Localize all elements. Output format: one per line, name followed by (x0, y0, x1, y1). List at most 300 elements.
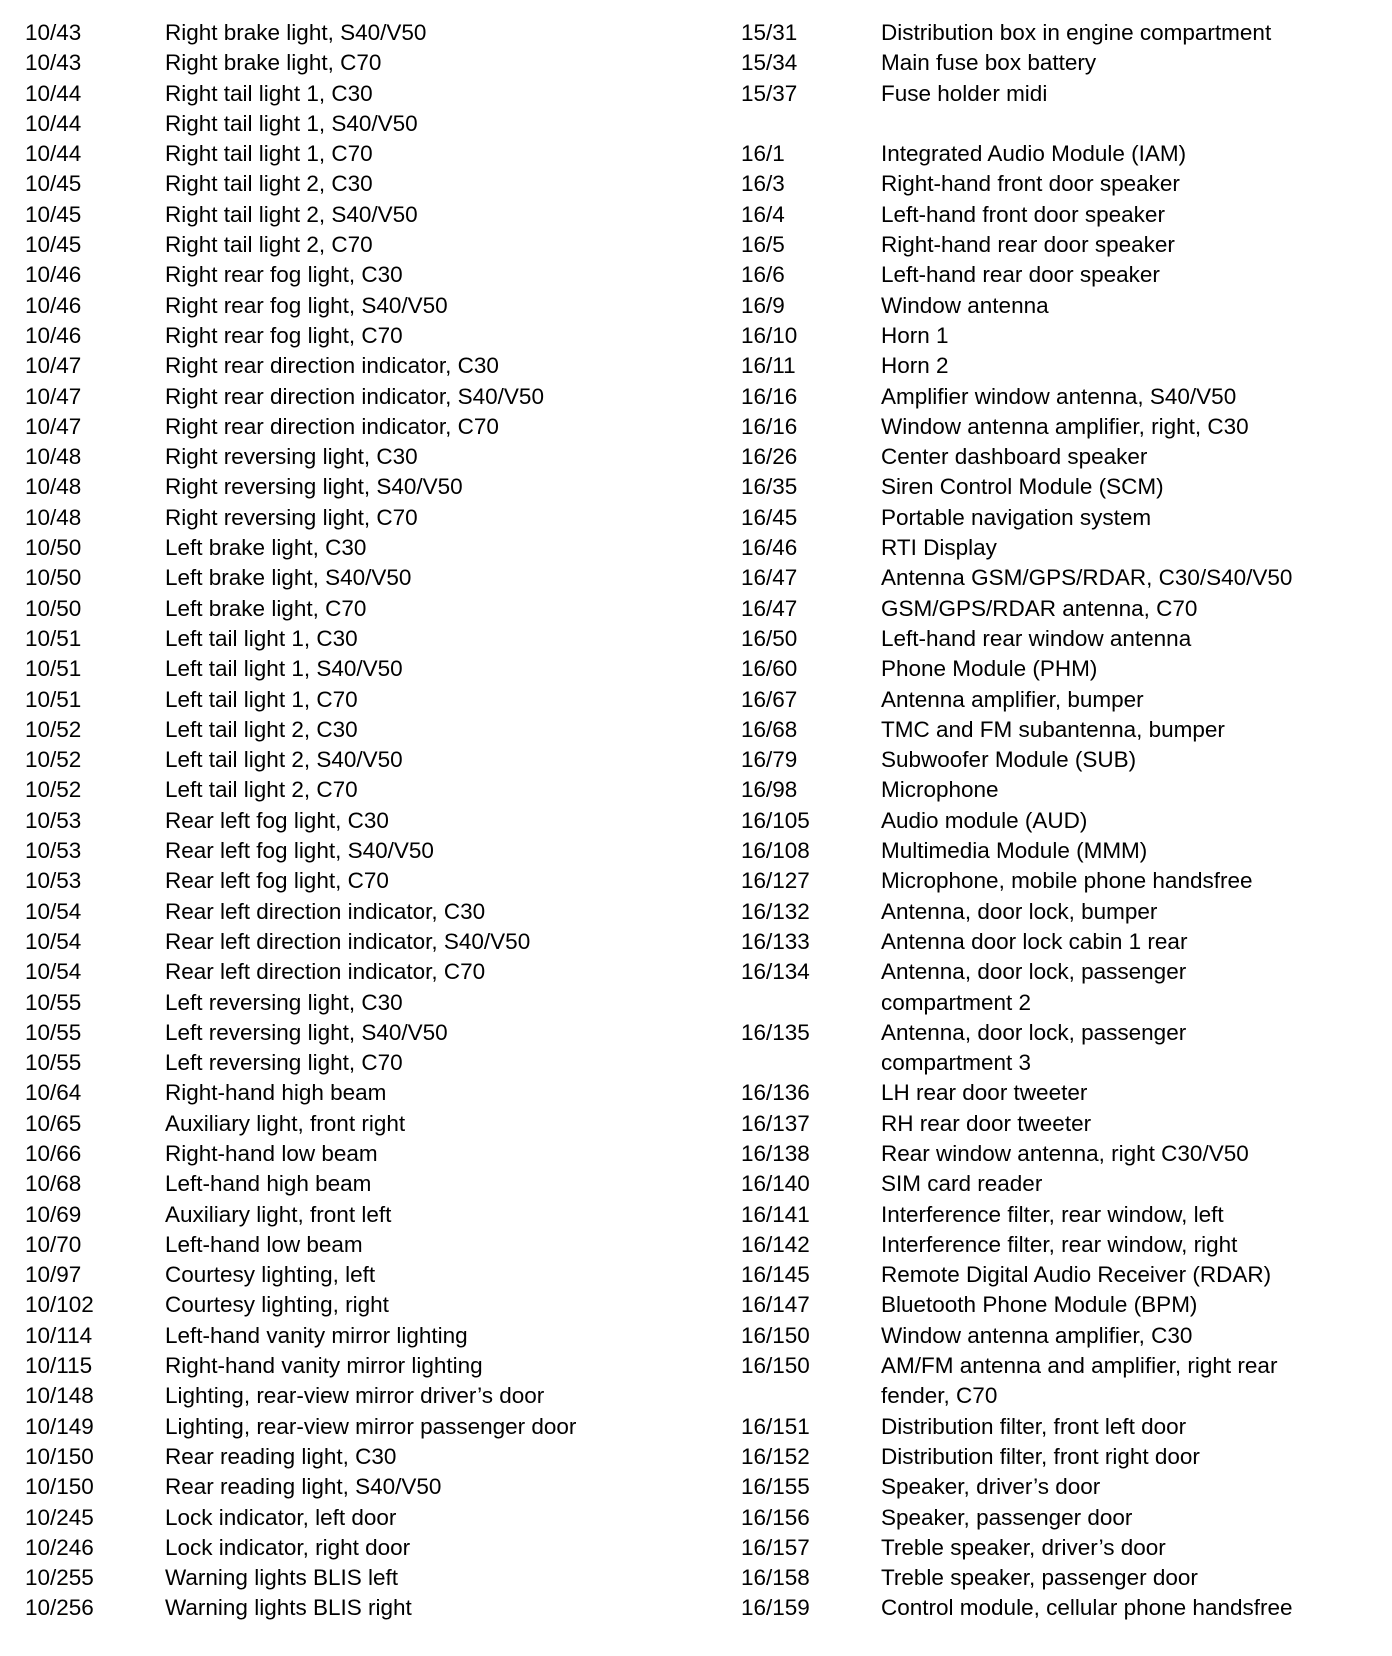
component-description: Right tail light 2, C70 (165, 232, 373, 258)
component-code: 10/46 (25, 262, 82, 288)
component-row (741, 1533, 1371, 1563)
component-description: Left-hand high beam (165, 1171, 372, 1197)
component-description: Horn 2 (881, 353, 949, 379)
component-description: Fuse holder midi (881, 80, 1048, 106)
component-row (25, 836, 705, 866)
component-description: LH rear door tweeter (881, 1080, 1088, 1106)
component-row (25, 48, 705, 78)
component-code: 10/246 (25, 1534, 94, 1560)
component-description: Right rear direction indicator, C30 (165, 353, 499, 379)
component-code: 10/44 (25, 110, 82, 136)
component-description: Integrated Audio Module (IAM) (881, 141, 1187, 167)
component-row (25, 897, 705, 927)
component-description: Main fuse box battery (881, 50, 1097, 76)
component-code: 16/16 (741, 413, 798, 439)
component-description: Right tail light 1, S40/V50 (165, 110, 418, 136)
component-description: Left-hand rear window antenna (881, 625, 1192, 651)
component-code (741, 109, 881, 139)
component-row (25, 382, 705, 412)
component-code: 15/37 (741, 80, 798, 106)
component-code: 16/11 (741, 353, 796, 379)
component-code: 16/147 (741, 1292, 810, 1318)
component-description: Lighting, rear-view mirror passenger door (165, 1413, 577, 1439)
component-description: Right reversing light, S40/V50 (165, 474, 463, 500)
component-code: 10/46 (25, 292, 82, 318)
component-row (25, 533, 705, 563)
component-description: Left-hand low beam (165, 1231, 363, 1257)
component-description: Warning lights BLIS right (165, 1595, 412, 1621)
component-row (741, 1109, 1371, 1139)
component-code: 16/3 (741, 171, 785, 197)
component-code: 10/53 (25, 868, 82, 894)
component-description: Rear left fog light, S40/V50 (165, 838, 434, 864)
component-description: Distribution box in engine compartment (881, 20, 1272, 45)
component-description: Right tail light 1, C70 (165, 141, 373, 167)
component-row (741, 1169, 1371, 1199)
component-code: 10/70 (25, 1231, 82, 1257)
component-row (741, 79, 1371, 109)
component-code: 10/47 (25, 413, 82, 439)
component-row (741, 866, 1371, 896)
component-description: Right rear fog light, C30 (165, 262, 403, 288)
component-row (741, 806, 1371, 836)
component-code: 16/155 (741, 1474, 810, 1500)
component-code: 10/148 (25, 1383, 94, 1409)
component-row (741, 1412, 1371, 1442)
component-code: 16/151 (741, 1413, 810, 1439)
component-code: 16/141 (741, 1201, 810, 1227)
component-row (741, 1442, 1371, 1472)
component-description: Auxiliary light, front left (165, 1201, 392, 1227)
component-description: SIM card reader (881, 1171, 1043, 1197)
component-row (25, 1563, 705, 1593)
component-row (741, 139, 1371, 169)
component-code: 10/68 (25, 1171, 82, 1197)
component-description: Right reversing light, C30 (165, 444, 418, 470)
component-description: Microphone (881, 777, 999, 803)
component-row (741, 1018, 1371, 1048)
component-code: 10/54 (25, 898, 82, 924)
component-description: Antenna, door lock, passenger (881, 1019, 1187, 1045)
component-code: 10/43 (25, 50, 82, 76)
component-description: Left tail light 2, C70 (165, 777, 358, 803)
component-row (741, 18, 1371, 48)
component-row (741, 715, 1371, 745)
component-code: 16/1 (741, 141, 785, 167)
component-row (741, 745, 1371, 775)
component-code: 10/45 (25, 232, 82, 258)
component-row (741, 291, 1371, 321)
component-description: Antenna GSM/GPS/RDAR, C30/S40/V50 (881, 565, 1293, 591)
component-row (25, 139, 705, 169)
component-row (25, 715, 705, 745)
component-description: fender, C70 (881, 1383, 998, 1409)
component-description: Portable navigation system (881, 504, 1152, 530)
component-description: Right-hand low beam (165, 1140, 378, 1166)
component-description: Bluetooth Phone Module (BPM) (881, 1292, 1198, 1318)
component-row (741, 927, 1371, 957)
component-row (25, 472, 705, 502)
component-description: Interference filter, rear window, left (881, 1201, 1224, 1227)
component-code: 10/65 (25, 1110, 82, 1136)
component-description: Left brake light, C30 (165, 535, 367, 561)
component-row (25, 1472, 705, 1502)
component-row (25, 18, 705, 48)
component-description: Right tail light 1, C30 (165, 80, 373, 106)
component-code: 10/50 (25, 595, 82, 621)
component-row (25, 1169, 705, 1199)
component-description: AM/FM antenna and amplifier, right rear (881, 1353, 1278, 1379)
component-description: Subwoofer Module (SUB) (881, 747, 1137, 773)
component-code: 10/114 (25, 1322, 93, 1348)
component-description: Left reversing light, C30 (165, 989, 403, 1015)
component-row (25, 594, 705, 624)
component-description: Amplifier window antenna, S40/V50 (881, 383, 1237, 409)
component-description: Left-hand front door speaker (881, 201, 1165, 227)
component-code: 10/48 (25, 504, 82, 530)
component-code: 10/69 (25, 1201, 82, 1227)
component-row (25, 1018, 705, 1048)
component-code: 10/44 (25, 141, 82, 167)
component-description: Antenna amplifier, bumper (881, 686, 1144, 712)
component-row (25, 1412, 705, 1442)
component-code: 16/98 (741, 777, 798, 803)
component-row (741, 1139, 1371, 1169)
component-row (741, 836, 1371, 866)
component-description: Audio module (AUD) (881, 807, 1088, 833)
component-code: 10/150 (25, 1474, 94, 1500)
component-code: 16/137 (741, 1110, 810, 1136)
component-description: Rear left fog light, C30 (165, 807, 389, 833)
component-code: 16/140 (741, 1171, 810, 1197)
component-row (25, 1290, 705, 1320)
component-row (25, 1442, 705, 1472)
component-description: Speaker, passenger door (881, 1504, 1133, 1530)
component-code: 10/64 (25, 1080, 82, 1106)
component-row (25, 321, 705, 351)
component-description: Right brake light, S40/V50 (165, 20, 427, 45)
component-row (741, 988, 1371, 1018)
component-description: Antenna door lock cabin 1 rear (881, 928, 1188, 954)
component-row (25, 1503, 705, 1533)
component-row (25, 1078, 705, 1108)
component-row (25, 1260, 705, 1290)
component-row (25, 1351, 705, 1381)
component-row (25, 503, 705, 533)
component-code: 10/48 (25, 444, 82, 470)
component-code: 16/26 (741, 444, 798, 470)
component-code: 10/44 (25, 80, 82, 106)
component-row (741, 654, 1371, 684)
component-description: Left tail light 2, S40/V50 (165, 747, 403, 773)
component-description: Right brake light, C70 (165, 50, 382, 76)
component-code: 16/127 (741, 868, 810, 894)
component-description: Microphone, mobile phone handsfree (881, 868, 1253, 894)
component-code: 10/66 (25, 1140, 82, 1166)
component-description: compartment 2 (881, 989, 1032, 1015)
component-row (741, 109, 1371, 139)
component-description (881, 109, 1371, 139)
component-description: Control module, cellular phone handsfree (881, 1595, 1293, 1621)
component-description: compartment 3 (881, 1050, 1032, 1076)
component-code: 10/245 (25, 1504, 94, 1530)
component-description: Window antenna (881, 292, 1049, 318)
component-description: Horn 1 (881, 322, 949, 348)
component-description: Left tail light 1, S40/V50 (165, 656, 403, 682)
component-description: Left tail light 2, C30 (165, 716, 358, 742)
component-code: 10/150 (25, 1443, 94, 1469)
component-code: 16/47 (741, 595, 798, 621)
component-description: Right rear direction indicator, C70 (165, 413, 499, 439)
component-row (25, 775, 705, 805)
component-description: Center dashboard speaker (881, 444, 1148, 470)
component-description: Rear reading light, C30 (165, 1443, 397, 1469)
component-code: 10/54 (25, 959, 82, 985)
component-code: 10/43 (25, 20, 82, 45)
component-row (25, 685, 705, 715)
component-row (741, 230, 1371, 260)
component-row (741, 1048, 1371, 1078)
component-description: Siren Control Module (SCM) (881, 474, 1164, 500)
component-row (741, 1260, 1371, 1290)
component-description: Interference filter, rear window, right (881, 1231, 1238, 1257)
component-list-right (741, 18, 1371, 1624)
component-description: Right rear direction indicator, S40/V50 (165, 383, 544, 409)
component-code: 10/51 (25, 686, 82, 712)
component-description: Right tail light 2, C30 (165, 171, 373, 197)
component-code: 10/256 (25, 1595, 94, 1621)
component-row (741, 321, 1371, 351)
component-code (741, 1381, 881, 1411)
component-row (741, 1351, 1371, 1381)
component-row (25, 563, 705, 593)
component-row (741, 412, 1371, 442)
component-row (25, 260, 705, 290)
component-row (25, 988, 705, 1018)
component-code: 10/47 (25, 383, 82, 409)
component-row (741, 1472, 1371, 1502)
component-row (741, 1563, 1371, 1593)
component-row (741, 957, 1371, 987)
component-code: 16/145 (741, 1262, 810, 1288)
component-description: Left reversing light, C70 (165, 1050, 403, 1076)
component-code: 16/105 (741, 807, 810, 833)
component-row (25, 79, 705, 109)
component-description: Lock indicator, left door (165, 1504, 397, 1530)
component-row (25, 291, 705, 321)
component-description: GSM/GPS/RDAR antenna, C70 (881, 595, 1198, 621)
component-code: 10/53 (25, 807, 82, 833)
component-code: 16/50 (741, 625, 798, 651)
component-code (741, 988, 881, 1018)
component-description: Remote Digital Audio Receiver (RDAR) (881, 1262, 1272, 1288)
component-description: Left-hand rear door speaker (881, 262, 1160, 288)
component-code: 16/47 (741, 565, 798, 591)
component-code: 10/51 (25, 656, 82, 682)
component-row (741, 563, 1371, 593)
component-code: 15/31 (741, 20, 798, 45)
component-row (741, 442, 1371, 472)
component-code: 16/68 (741, 716, 798, 742)
component-description: Antenna, door lock, passenger (881, 959, 1187, 985)
component-row (741, 897, 1371, 927)
component-code: 16/79 (741, 747, 798, 773)
component-code: 10/149 (25, 1413, 94, 1439)
component-code: 10/55 (25, 1019, 82, 1045)
component-row (25, 351, 705, 381)
component-code: 10/50 (25, 565, 82, 591)
component-code: 10/52 (25, 747, 82, 773)
component-row (25, 442, 705, 472)
component-row (25, 806, 705, 836)
component-code: 10/52 (25, 777, 82, 803)
component-code: 16/46 (741, 535, 798, 561)
component-row (741, 503, 1371, 533)
component-row (741, 1321, 1371, 1351)
component-code: 16/152 (741, 1443, 810, 1469)
component-description: Window antenna amplifier, right, C30 (881, 413, 1249, 439)
component-description: Left brake light, S40/V50 (165, 565, 412, 591)
component-row (25, 624, 705, 654)
component-code: 16/67 (741, 686, 798, 712)
component-row (25, 200, 705, 230)
component-description: Right tail light 2, S40/V50 (165, 201, 418, 227)
component-row (25, 1593, 705, 1623)
component-description: Right reversing light, C70 (165, 504, 418, 530)
component-code: 10/255 (25, 1565, 94, 1591)
component-row (741, 472, 1371, 502)
component-row (741, 1593, 1371, 1623)
component-code: 10/47 (25, 353, 82, 379)
component-row (741, 775, 1371, 805)
component-description: Right-hand vanity mirror lighting (165, 1353, 483, 1379)
component-code: 16/134 (741, 959, 810, 985)
component-code: 16/158 (741, 1565, 810, 1591)
component-row (741, 594, 1371, 624)
component-code: 16/136 (741, 1080, 810, 1106)
component-code (741, 1048, 881, 1078)
component-code: 16/6 (741, 262, 785, 288)
component-row (741, 260, 1371, 290)
component-code: 10/46 (25, 322, 82, 348)
component-code: 10/52 (25, 716, 82, 742)
component-row (741, 1230, 1371, 1260)
component-code: 16/10 (741, 322, 798, 348)
component-description: Right-hand high beam (165, 1080, 387, 1106)
component-row (25, 109, 705, 139)
component-row (741, 48, 1371, 78)
component-description: Rear left direction indicator, C70 (165, 959, 486, 985)
component-description: TMC and FM subantenna, bumper (881, 716, 1225, 742)
component-description: Courtesy lighting, right (165, 1292, 389, 1318)
component-code: 10/55 (25, 989, 82, 1015)
component-row (741, 533, 1371, 563)
component-code: 16/16 (741, 383, 798, 409)
component-description: Auxiliary light, front right (165, 1110, 406, 1136)
component-description: Left-hand vanity mirror lighting (165, 1322, 468, 1348)
component-description: Left tail light 1, C30 (165, 625, 358, 651)
component-row (741, 624, 1371, 654)
component-code: 16/133 (741, 928, 810, 954)
component-row (25, 1139, 705, 1169)
component-description: Left reversing light, S40/V50 (165, 1019, 448, 1045)
component-description: Lock indicator, right door (165, 1534, 411, 1560)
component-row (25, 1109, 705, 1139)
component-code: 10/55 (25, 1050, 82, 1076)
component-row (741, 169, 1371, 199)
component-description: Right rear fog light, S40/V50 (165, 292, 448, 318)
component-row (25, 1230, 705, 1260)
component-description: Right-hand front door speaker (881, 171, 1180, 197)
component-row (25, 230, 705, 260)
component-code: 16/150 (741, 1322, 810, 1348)
component-code: 10/97 (25, 1262, 82, 1288)
component-row (25, 412, 705, 442)
component-description: Treble speaker, passenger door (881, 1565, 1198, 1591)
component-description: Multimedia Module (MMM) (881, 838, 1148, 864)
component-code: 16/35 (741, 474, 798, 500)
component-description: RTI Display (881, 535, 997, 561)
component-description: Right rear fog light, C70 (165, 322, 403, 348)
component-description: Phone Module (PHM) (881, 656, 1098, 682)
component-description: Window antenna amplifier, C30 (881, 1322, 1193, 1348)
component-description: Rear window antenna, right C30/V50 (881, 1140, 1249, 1166)
component-code: 16/142 (741, 1231, 810, 1257)
component-description: Antenna, door lock, bumper (881, 898, 1158, 924)
component-code: 16/4 (741, 201, 785, 227)
component-code: 16/150 (741, 1353, 810, 1379)
component-row (25, 745, 705, 775)
component-code: 16/156 (741, 1504, 810, 1530)
component-code: 16/60 (741, 656, 798, 682)
component-description: Rear left direction indicator, S40/V50 (165, 928, 531, 954)
component-row (25, 1533, 705, 1563)
component-code: 16/138 (741, 1140, 810, 1166)
component-description: Lighting, rear-view mirror driver’s door (165, 1383, 545, 1409)
component-description: Treble speaker, driver’s door (881, 1534, 1166, 1560)
component-code: 16/157 (741, 1534, 810, 1560)
component-code: 16/9 (741, 292, 785, 318)
component-row (25, 866, 705, 896)
component-code: 16/132 (741, 898, 810, 924)
component-row (741, 1200, 1371, 1230)
component-code: 10/102 (25, 1292, 94, 1318)
component-row (741, 1381, 1371, 1411)
component-description: Right-hand rear door speaker (881, 232, 1175, 258)
component-code: 16/159 (741, 1595, 810, 1621)
component-row (741, 351, 1371, 381)
component-code: 16/45 (741, 504, 798, 530)
component-row (741, 1290, 1371, 1320)
component-description: Left brake light, C70 (165, 595, 367, 621)
component-description: Rear left fog light, C70 (165, 868, 389, 894)
component-row (25, 1048, 705, 1078)
component-code: 10/45 (25, 201, 82, 227)
component-code: 16/108 (741, 838, 810, 864)
component-list-left (25, 18, 705, 1624)
component-row (25, 1200, 705, 1230)
component-description: Distribution filter, front right door (881, 1443, 1200, 1469)
component-row (25, 927, 705, 957)
component-code: 16/135 (741, 1019, 810, 1045)
component-code: 10/54 (25, 928, 82, 954)
component-description: Rear left direction indicator, C30 (165, 898, 486, 924)
component-description: Courtesy lighting, left (165, 1262, 376, 1288)
component-row (25, 1381, 705, 1411)
component-description: Warning lights BLIS left (165, 1565, 399, 1591)
component-row (741, 685, 1371, 715)
component-row (25, 957, 705, 987)
